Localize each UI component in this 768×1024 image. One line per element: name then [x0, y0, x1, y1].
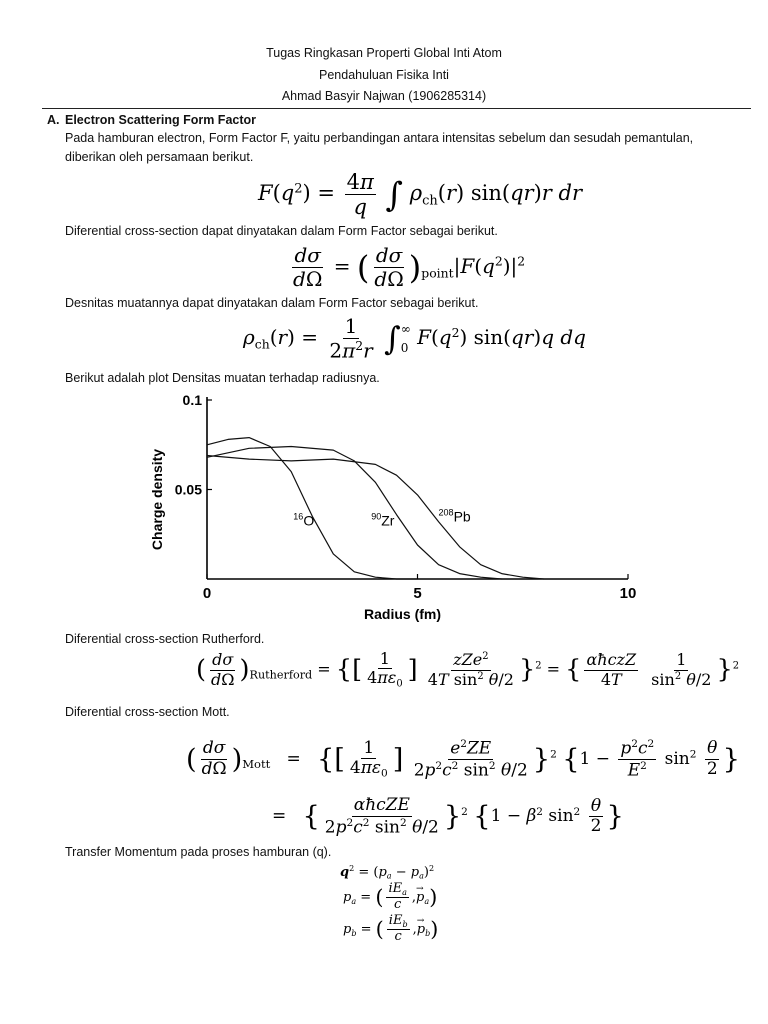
equation-mott-line2: = { $\frac{\text{αħcZE}}{2p^2c^2 \sin^2 \theta/2}$ }$^2$ {$1 - \beta^2$ $\sin^2$ $\frac{\theta}{2}$ }: [272, 795, 624, 837]
paragraph-rutherford: Diferential cross-section Rutherford.: [65, 632, 265, 646]
x-tick-label: 5: [413, 585, 422, 602]
point-subscript: point: [421, 265, 454, 281]
equation-cross-section: $\frac{d\sigma}{d\Omega}$ = ( $\frac{d\sigma}{d\Omega}$ )$_{point}|F(q^2)|^2$: [293, 243, 526, 291]
paragraph-cross-section: Diferential cross-section dapat dinyatakan dalam Form Factor sebagai berikut.: [65, 224, 498, 238]
paragraph-charge-density: Desnitas muatannya dapat dinyatakan dalam Form Factor sebagai berikut.: [65, 296, 479, 310]
series-label-16O: $^{16}$O: [293, 511, 315, 529]
paragraph-momentum-transfer: Transfer Momentum pada proses hamburan (q).: [65, 845, 332, 859]
paragraph-form-factor: Pada hamburan electron, Form Factor F, yaitu perbandingan antara intensitas sebelum dan sesudah pemantulan, diberikan oleh persamaan berikut.: [65, 131, 694, 164]
equation-pa: $p_a$ = ( $\frac{iE_a}{c}$ ,→ $p_a$): [343, 882, 437, 913]
section-heading: [47, 113, 256, 127]
y-tick-label: 0.1: [182, 392, 202, 408]
y-tick-label: 0.05: [174, 481, 202, 498]
section-number: A.: [47, 113, 60, 127]
equation-pb: $p_b$ = ( $\frac{iE_b}{c}$ ,→ $p_b$): [343, 914, 438, 945]
x-tick-label: 10: [619, 585, 637, 602]
series-line-16O: [207, 438, 418, 579]
ch-subscript: ch: [422, 193, 438, 209]
paragraph-mott: Diferential cross-section Mott.: [65, 705, 230, 719]
equation-form-factor: $F(q^2)$ = $\frac{4\pi}{q}$ ∫ $\rho_{ch}(r)$ sin(qr)r dr: [258, 170, 582, 220]
mott-subscript: Mott: [242, 756, 271, 771]
equation-rutherford: ( $\frac{d\sigma}{d\Omega}$ )$_{Rutherford}$ = {[ $\frac{1}{4\pi\varepsilon_0}$ ] $\frac{zZe^2}{4T \sin^2 \theta/2}$ }$^2$ = { $\frac{\text{αħczZ}}{4T}$ $\frac{1}{\sin^2 \theta/2}$ }$^2$: [196, 649, 740, 690]
charge-density-chart: [140, 388, 660, 628]
equation-mott-line1: ( $\frac{d\sigma}{d\Omega}$ )$_{Mott}$ = {[ $\frac{1}{4\pi\varepsilon_0}$ ] $\frac{e^2ZE}{2p^2c^2 \sin^2 \theta/2}$ }$^2$ {1 − $\frac{p^2c^2}{E^2}$ $\sin^2$ $\frac{\theta}{2}$ }: [186, 737, 740, 781]
course-name: Pendahuluan Fisika Inti: [319, 68, 449, 82]
rutherford-subscript: Rutherford: [249, 668, 313, 682]
equation-q-squared: $q^2 = (p_a - p_a)^2$: [340, 864, 435, 881]
paragraph-plot-intro: Berikut adalah plot Densitas muatan terhadap radiusnya.: [65, 371, 380, 385]
x-axis-label: Radius (fm): [364, 606, 441, 622]
header-divider: [42, 108, 751, 109]
y-axis-label: Charge density: [149, 448, 165, 551]
section-title: Electron Scattering Form Factor: [65, 113, 257, 127]
series-label-208Pb: $^{208}$Pb: [438, 507, 471, 525]
author-line: Ahmad Basyir Najwan (1906285314): [281, 89, 487, 103]
x-tick-label: 0: [202, 585, 212, 602]
document-title: Tugas Ringkasan Properti Global Inti Atom: [266, 46, 502, 60]
series-label-90Zr: $^{90}$Zr: [371, 511, 395, 529]
equation-charge-density: $\rho_{ch}(r)$ = $\frac{1}{2\pi^2r}$ ∫ ∞ 0 $F(q^2)$ sin(qr)q dq: [243, 314, 586, 363]
